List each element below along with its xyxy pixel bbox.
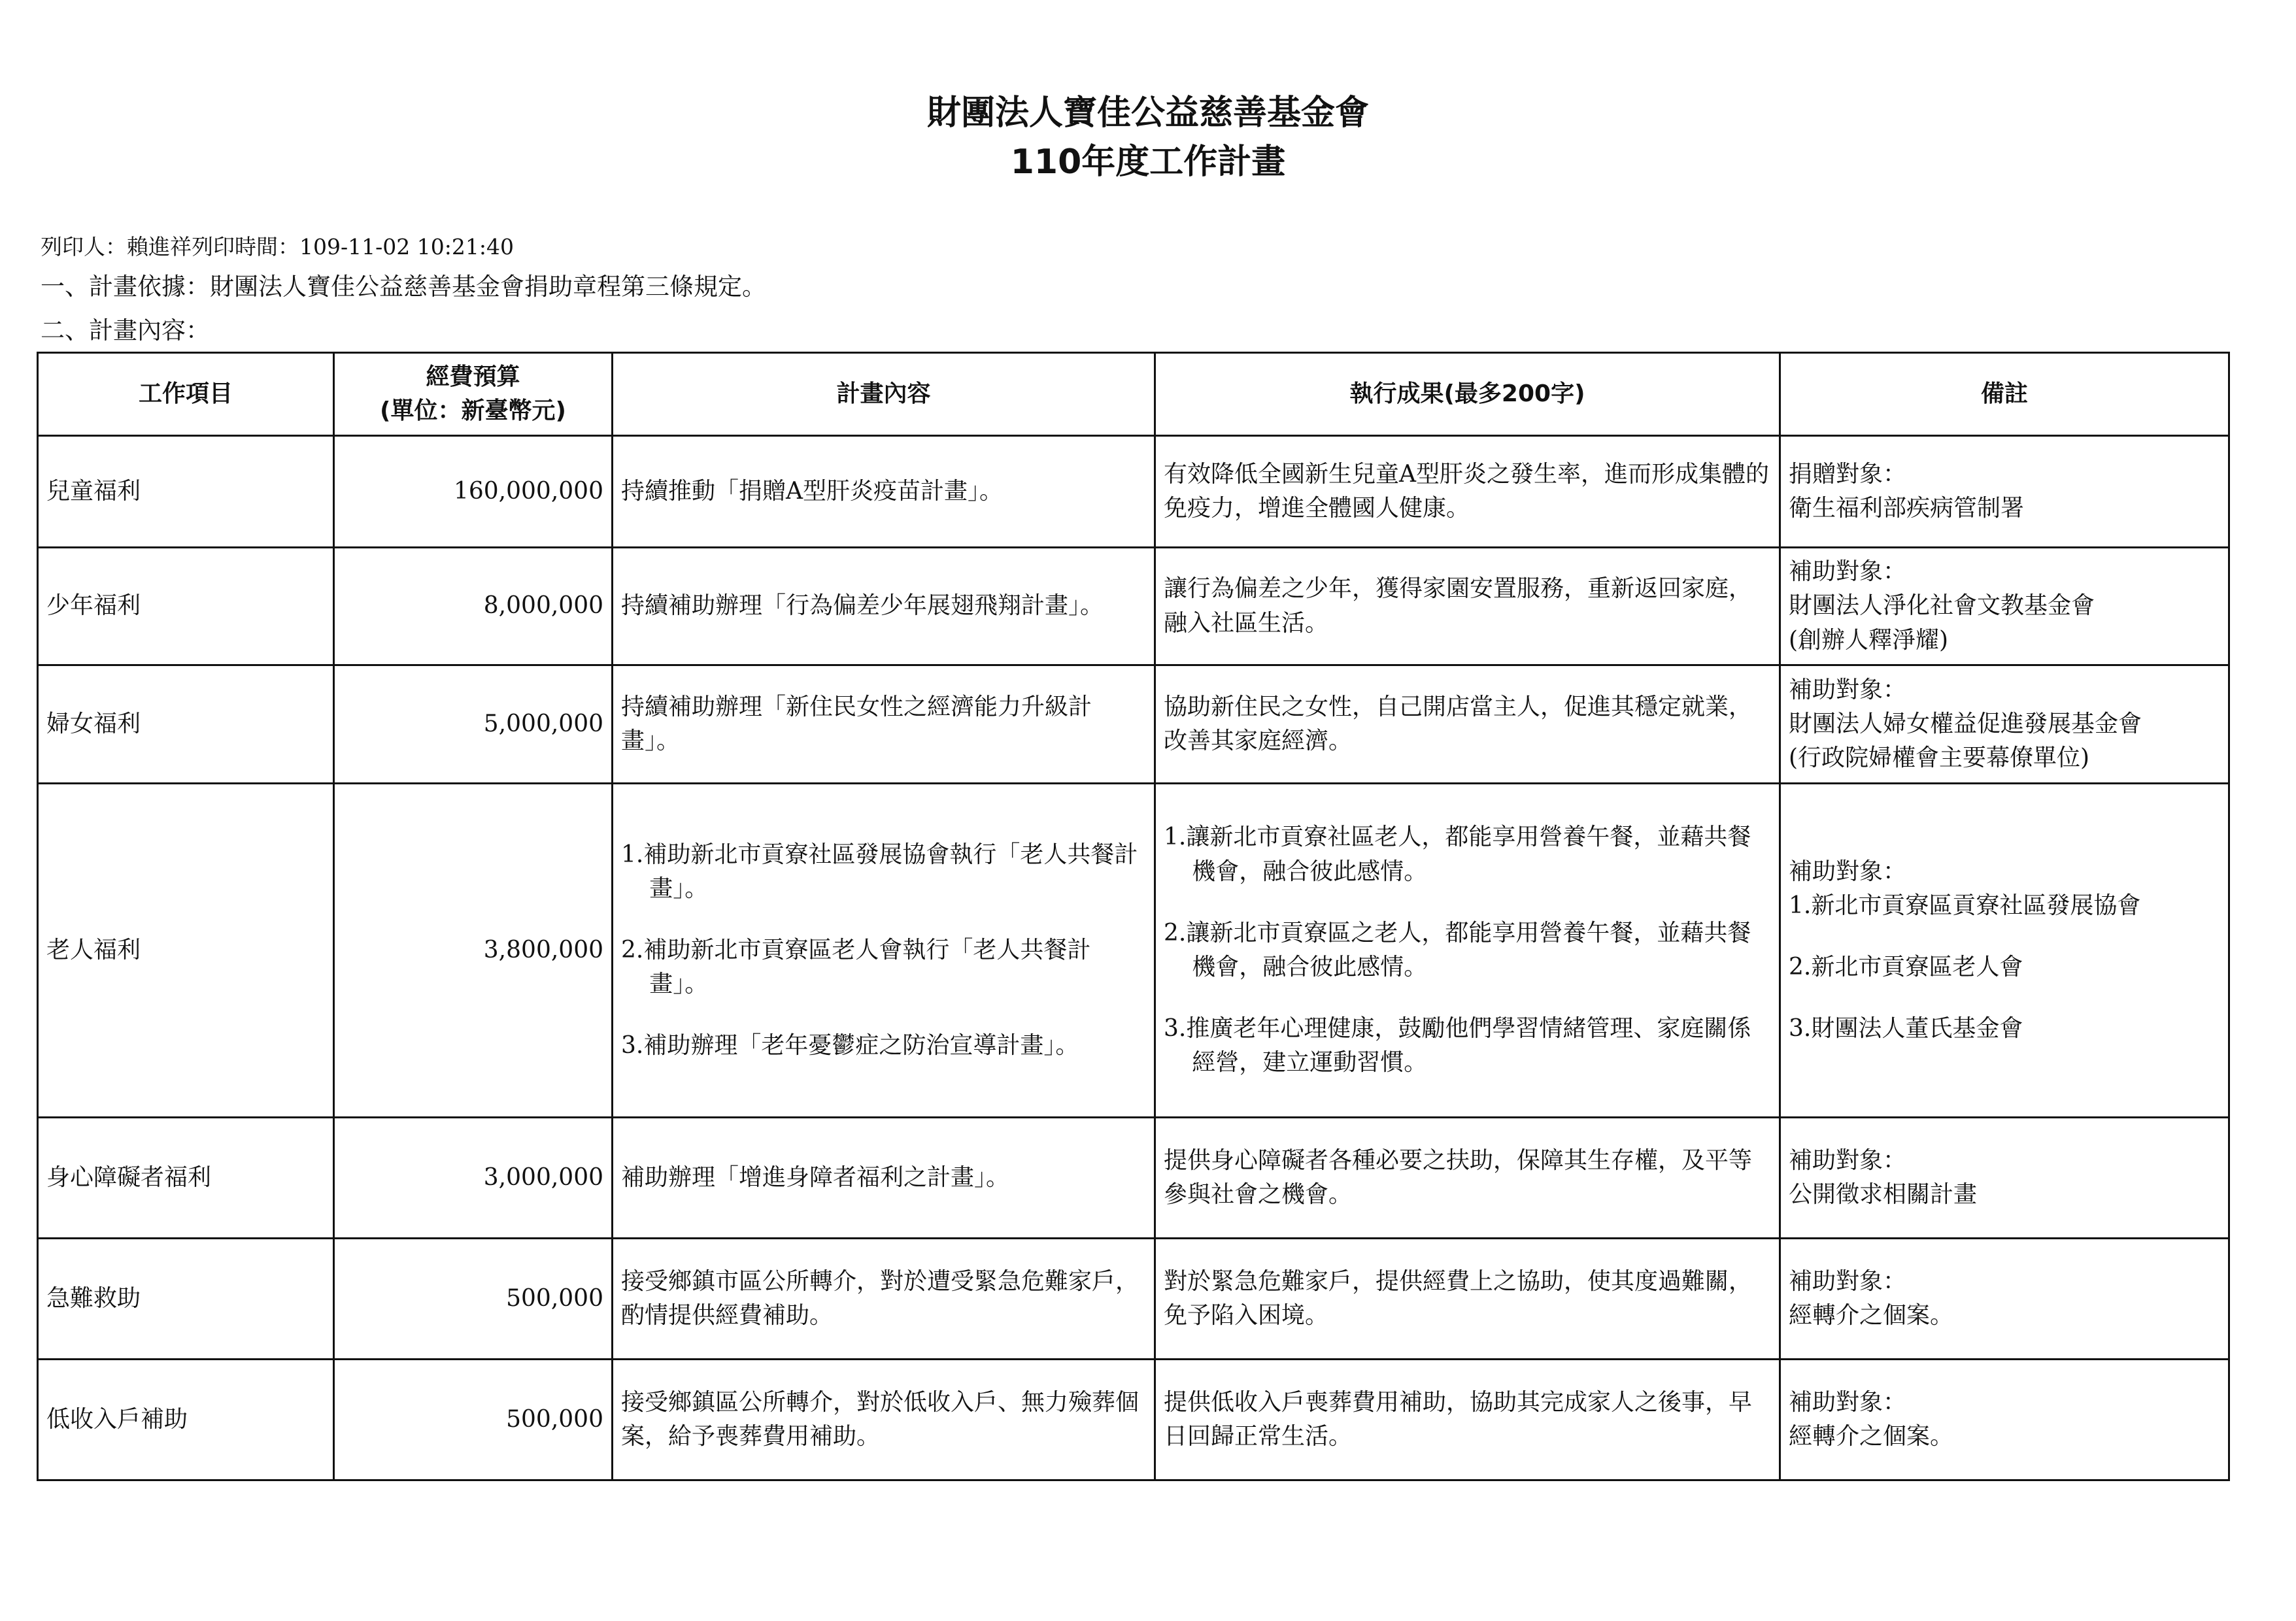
header-budget-unit: (單位：新臺幣元) [380,397,566,424]
row-item: 身心障礙者福利 [38,1118,334,1239]
remark-label: 補助對象： [1789,1146,1907,1174]
table-row [38,436,2229,548]
row-remark [1780,548,2229,665]
row-content: 持續補助辦理「新住民女性之經濟能力升級計畫」。 [613,665,1155,784]
table-header-row [38,353,2229,436]
row-result: 對於緊急危難家戶，提供經費上之協助，使其度過難關，免予陷入困境。 [1155,1239,1780,1360]
remark-target: 經轉介之個案。 [1789,1423,1954,1450]
row-item: 婦女福利 [38,665,334,784]
org-title: 財團法人寶佳公益慈善基金會 [926,93,1369,133]
row-remark [1780,1239,2229,1360]
header-remark: 備註 [1780,353,2229,436]
remark-list-item: 1.新北市貢寮區貢寮社區發展協會 [1789,892,2141,919]
remark-label: 捐贈對象： [1789,460,1907,488]
row-content: 持續補助辦理「行為偏差少年展翅飛翔計畫」。 [613,548,1155,665]
header-budget [334,353,613,436]
row-budget: 5,000,000 [334,665,613,784]
plan-basis: 一、計畫依據：財團法人寶佳公益慈善基金會捐助章程第三條規定。 [41,273,766,301]
row-remark [1780,1118,2229,1239]
result-list-item: 2.讓新北市貢寮區之老人，都能享用營養午餐，並藉共餐機會，融合彼此感情。 [1164,919,1751,980]
table-row [38,1360,2229,1480]
header-result: 執行成果(最多200字) [1155,353,1780,436]
row-budget: 8,000,000 [334,548,613,665]
remark-target: 財團法人淨化社會文教基金會 [1789,592,2095,620]
header-budget-title: 經費預算 [426,363,520,390]
table-row [38,548,2229,665]
row-content: 持續推動「捐贈A型肝炎疫苗計畫」。 [613,436,1155,548]
remark-label: 補助對象： [1789,1388,1907,1416]
row-remark [1780,436,2229,548]
row-item: 兒童福利 [38,436,334,548]
remark-label: 補助對象： [1789,858,1907,885]
remark-list-item: 3.財團法人董氏基金會 [1789,1015,2023,1043]
row-result: 提供低收入戶喪葬費用補助，協助其完成家人之後事，早日回歸正常生活。 [1155,1360,1780,1480]
header-item: 工作項目 [38,353,334,436]
remark-label: 補助對象： [1789,558,1907,586]
row-content [613,784,1155,1118]
row-item: 低收入戶補助 [38,1360,334,1480]
result-list-item: 3.推廣老年心理健康，鼓勵他們學習情緒管理、家庭關係經營，建立運動習慣。 [1164,1015,1751,1077]
print-info: 列印人：賴進祥列印時間：109-11-02 10:21:40 [41,234,514,259]
row-remark [1780,1360,2229,1480]
row-budget: 3,800,000 [334,784,613,1118]
remark-target: 衛生福利部疾病管制署 [1789,495,2025,522]
table-row [38,784,2229,1118]
plan-title: 110年度工作計畫 [1010,142,1286,182]
row-result: 有效降低全國新生兒童A型肝炎之發生率，進而形成集體的免疫力，增進全體國人健康。 [1155,436,1780,548]
remark-note: (行政院婦權會主要幕僚單位) [1789,744,2090,772]
table-row [38,1239,2229,1360]
remark-list-item: 2.新北市貢寮區老人會 [1789,954,2023,980]
row-remark [1780,784,2229,1118]
result-list-item: 1.讓新北市貢寮社區老人，都能享用營養午餐，並藉共餐機會，融合彼此感情。 [1164,824,1751,885]
remark-target: 公開徵求相關計畫 [1789,1181,1978,1208]
table-row [38,665,2229,784]
row-result: 讓行為偏差之少年，獲得家園安置服務，重新返回家庭，融入社區生活。 [1155,548,1780,665]
row-budget: 500,000 [334,1239,613,1360]
row-budget: 160,000,000 [334,436,613,548]
content-list-item: 2.補助新北市貢寮區老人會執行「老人共餐計畫」。 [621,936,1091,998]
content-list-item: 1.補助新北市貢寮社區發展協會執行「老人共餐計畫」。 [621,841,1138,902]
row-budget: 500,000 [334,1360,613,1480]
row-content: 接受鄉鎮區公所轉介，對於低收入戶、無力殮葬個案，給予喪葬費用補助。 [613,1360,1155,1480]
row-result: 提供身心障礙者各種必要之扶助，保障其生存權，及平等參與社會之機會。 [1155,1118,1780,1239]
remark-label: 補助對象： [1789,1267,1907,1295]
row-remark [1780,665,2229,784]
row-result [1155,784,1780,1118]
remark-note: (創辦人釋淨耀) [1789,626,1949,654]
content-list-item: 3.補助辦理「老年憂鬱症之防治宣導計畫」。 [621,1032,1079,1060]
row-result: 協助新住民之女性，自己開店當主人，促進其穩定就業，改善其家庭經濟。 [1155,665,1780,784]
remark-label: 補助對象： [1789,676,1907,703]
row-budget: 3,000,000 [334,1118,613,1239]
remark-target: 財團法人婦女權益促進發展基金會 [1789,710,2142,737]
header-content: 計畫內容 [613,353,1155,436]
content-heading: 二、計畫內容： [41,316,210,344]
row-item: 老人福利 [38,784,334,1118]
row-item: 急難救助 [38,1239,334,1360]
table-row [38,1118,2229,1239]
remark-target: 經轉介之個案。 [1789,1302,1954,1329]
row-item: 少年福利 [38,548,334,665]
work-plan-table [37,352,2230,1481]
row-content: 補助辦理「增進身障者福利之計畫」。 [613,1118,1155,1239]
row-content: 接受鄉鎮市區公所轉介，對於遭受緊急危難家戶，酌情提供經費補助。 [613,1239,1155,1360]
